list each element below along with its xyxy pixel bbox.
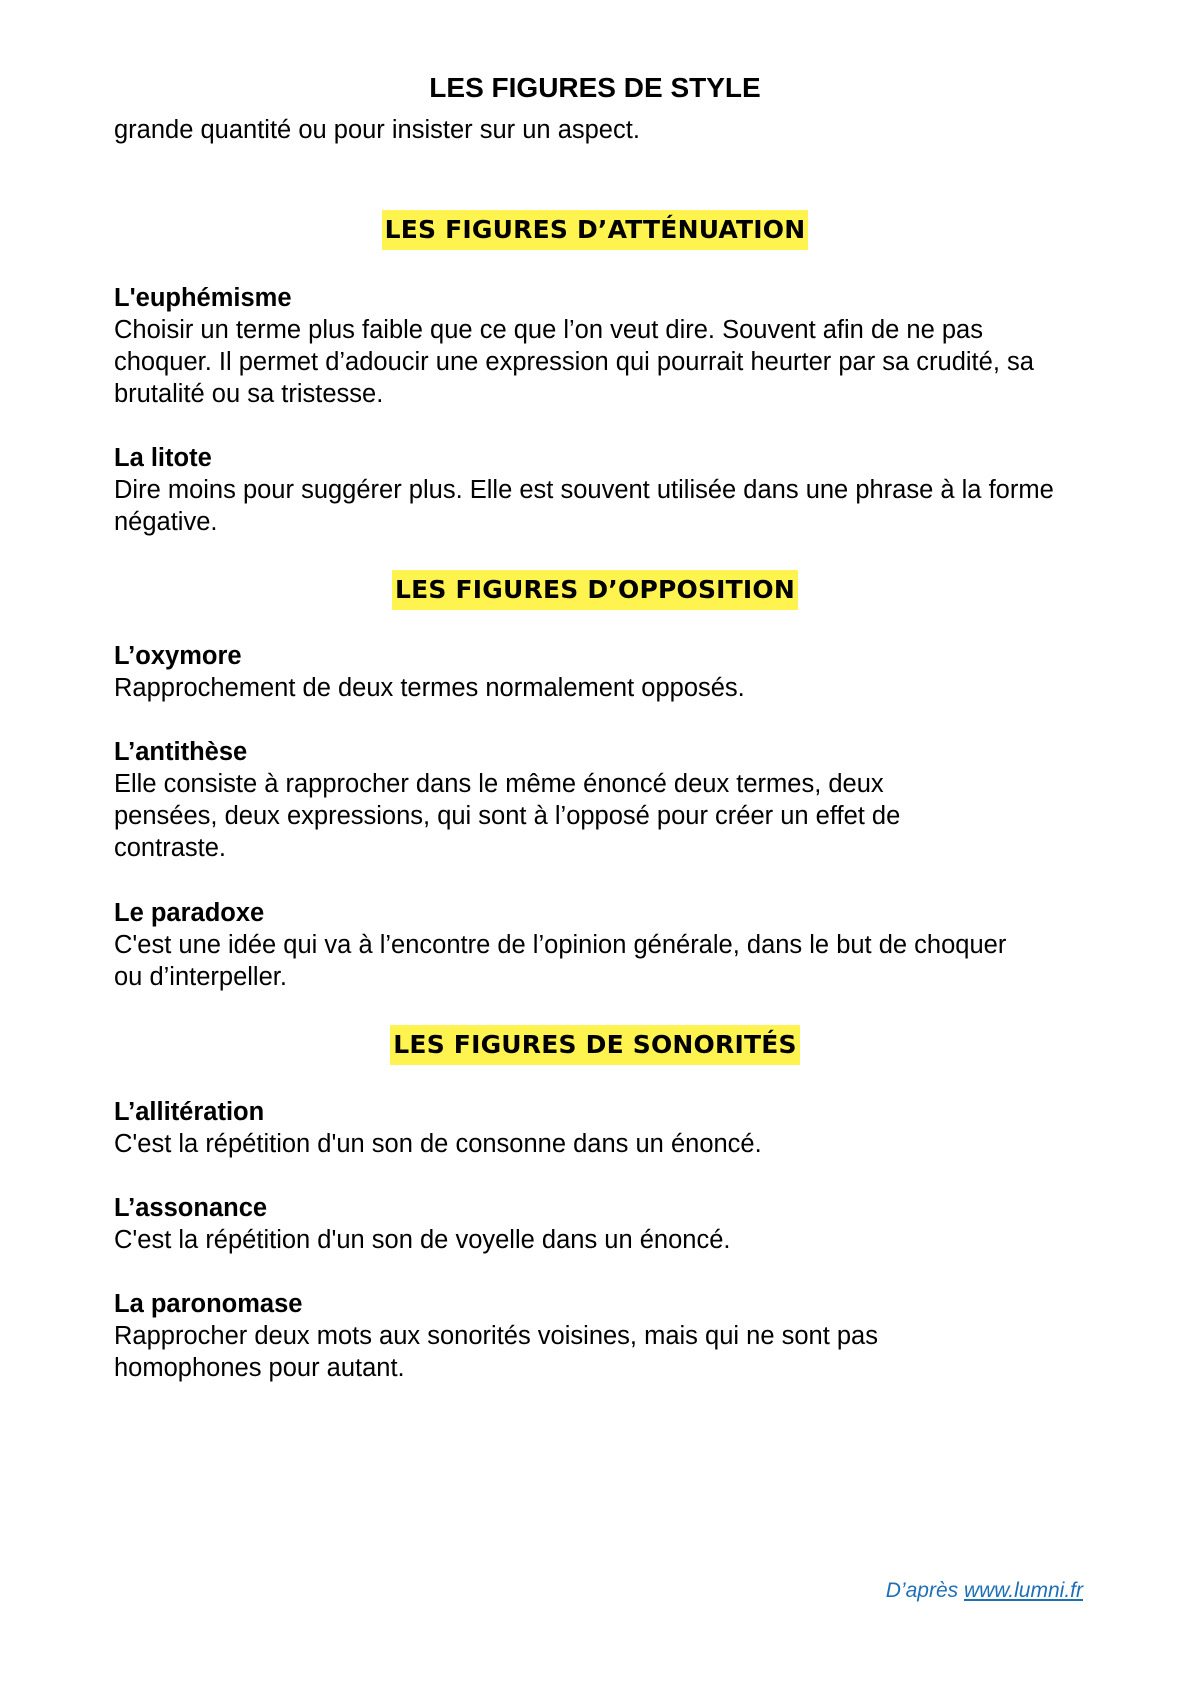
source-credit (886, 1577, 1083, 1605)
entry-euphemisme (114, 282, 1094, 410)
section-heading-sonorites (0, 1025, 1190, 1065)
entry-antithese (114, 736, 1094, 864)
term-title: Le paradoxe (114, 899, 265, 927)
term-definition: C'est la répétition d'un son de voyelle dans un énoncé. (114, 1226, 731, 1254)
term-title: L’assonance (114, 1194, 268, 1222)
term-definition: C'est une idée qui va à l’encontre de l’opinion générale, dans le but de choquer ou d’interpeller. (114, 931, 1007, 991)
term-definition: Rapprochement de deux termes normalement opposés. (114, 674, 745, 702)
term-definition: C'est la répétition d'un son de consonne dans un énoncé. (114, 1130, 762, 1158)
entry-paronomase (114, 1288, 1094, 1384)
term-title: La paronomase (114, 1290, 303, 1318)
section-heading-text: LES FIGURES D’ATTÉNUATION (382, 210, 809, 250)
term-title: L'euphémisme (114, 284, 292, 312)
term-definition: Dire moins pour suggérer plus. Elle est souvent utilisée dans une phrase à la forme négative. (114, 476, 1054, 536)
entry-alliteration (114, 1096, 1094, 1160)
entry-assonance (114, 1192, 1094, 1256)
credit-link[interactable]: www.lumni.fr (963, 1579, 1083, 1602)
entry-oxymore (114, 640, 1094, 704)
section-heading-opposition (0, 570, 1190, 610)
credit-prefix: D’après (885, 1579, 964, 1602)
entry-paradoxe (114, 897, 1094, 993)
term-title: L’allitération (114, 1098, 265, 1126)
term-definition: Choisir un terme plus faible que ce que l’on veut dire. Souvent afin de ne pas choquer. Il permet d’adoucir une expression qui pourrait heurter par sa crudité, sa brutalité ou sa tristesse. (114, 316, 1034, 408)
term-definition: Elle consiste à rapprocher dans le même énoncé deux termes, deux pensées, deux expressions, qui sont à l’opposé pour créer un effet de contraste. (114, 770, 901, 862)
term-title: L’oxymore (114, 642, 242, 670)
section-heading-attenuation (0, 210, 1190, 250)
term-title: La litote (114, 444, 212, 472)
entry-litote (114, 442, 1094, 538)
term-title: L’antithèse (114, 738, 248, 766)
term-definition: Rapprocher deux mots aux sonorités voisines, mais qui ne sont pas homophones pour autant. (114, 1322, 878, 1382)
intro-text: grande quantité ou pour insister sur un aspect. (114, 116, 640, 144)
document-title: LES FIGURES DE STYLE (429, 72, 761, 103)
section-heading-text: LES FIGURES D’OPPOSITION (392, 570, 798, 610)
section-heading-text: LES FIGURES DE SONORITÉS (390, 1025, 799, 1065)
